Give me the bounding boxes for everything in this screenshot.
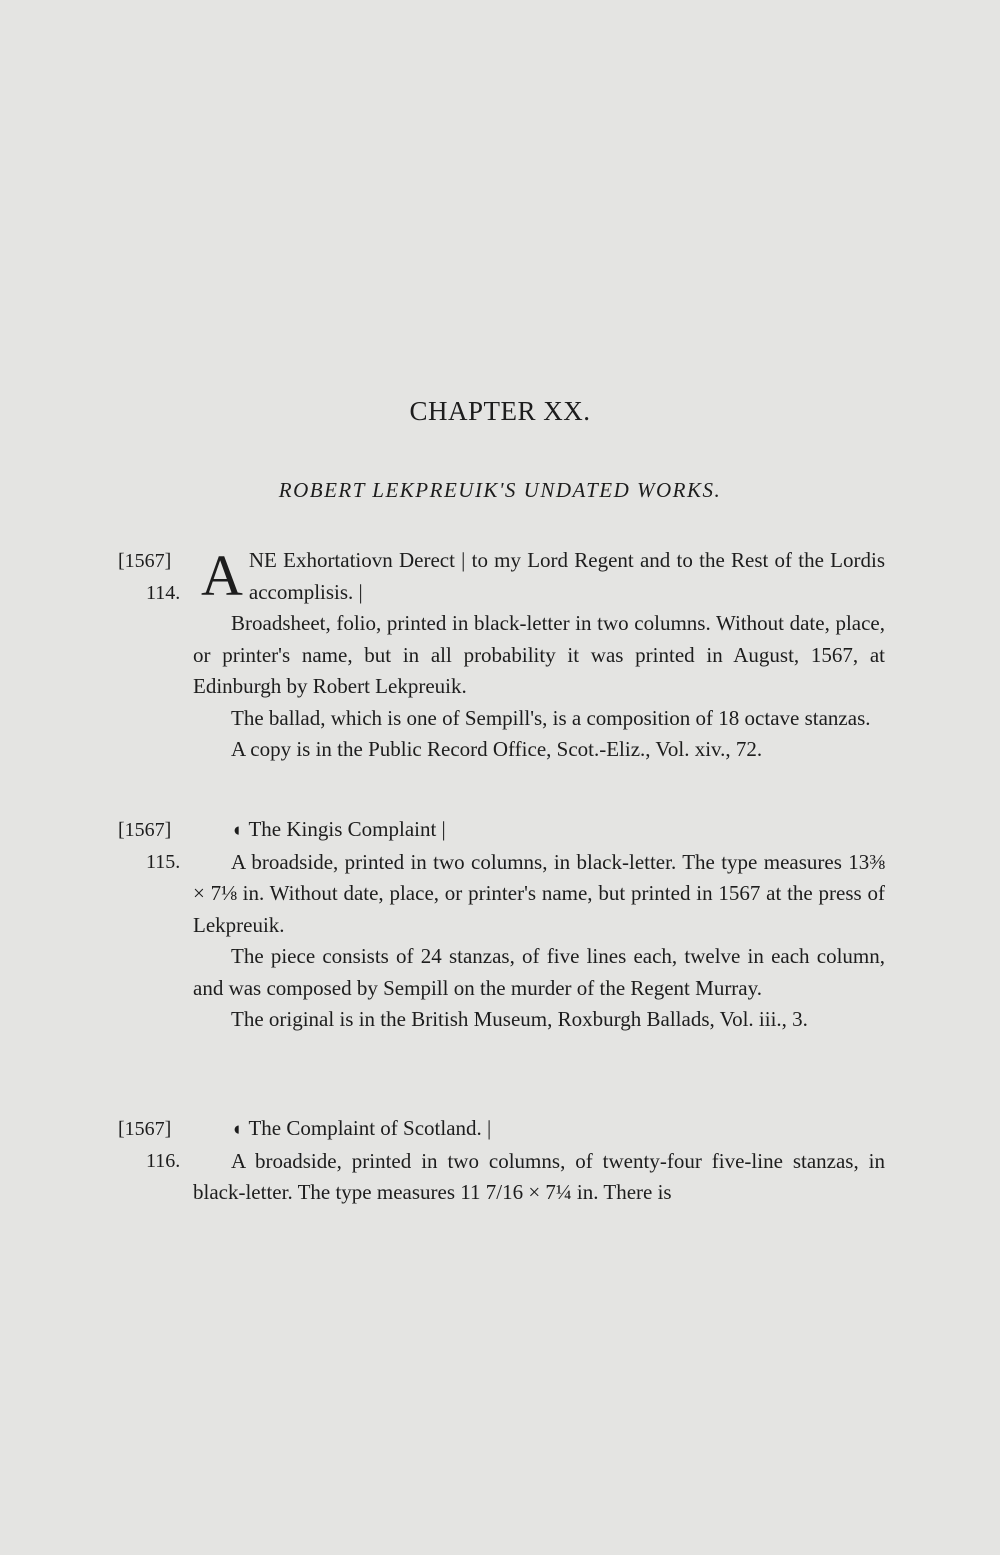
entry-year: [1567] [118, 550, 172, 572]
entry-body [193, 1113, 885, 1209]
entry-title-text: The Complaint of Scotland. | [248, 1116, 492, 1140]
entry-title [193, 1113, 885, 1146]
entry-body [193, 814, 885, 1036]
entry-title [193, 814, 885, 847]
entry-title-text: NE Exhortatiovn Derect | to my Lord Regent and to the Rest of the Lordis accomplisis. | [248, 548, 885, 604]
entry-number: 116. [146, 1150, 181, 1172]
entry-number: 114. [146, 582, 181, 604]
entry-body [193, 545, 885, 766]
entry-title-text: The Kingis Complaint | [248, 817, 446, 841]
entry-paragraph: Broadsheet, folio, printed in black-letter in two columns. Without date, place, or printer's name, but in all probability it was printed in August, 1567, at Edinburgh by Robert Lekpreuik. [193, 611, 885, 698]
paragraph-mark-icon: ◖ [231, 1119, 243, 1140]
entry-number: 115. [146, 851, 181, 873]
entry-paragraph: The ballad, which is one of Sempill's, is a composition of 18 octave stanzas. [231, 705, 871, 730]
drop-cap: A [201, 543, 243, 608]
chapter-subtitle: ROBERT LEKPREUIK'S UNDATED WORKS. [278, 478, 722, 502]
paragraph-mark-icon: ◖ [231, 820, 243, 841]
entry-paragraph: The original is in the British Museum, Roxburgh Ballads, Vol. iii., 3. [231, 1007, 808, 1031]
entry-paragraph: A copy is in the Public Record Office, Scot.-Eliz., Vol. xiv., 72. [231, 737, 763, 761]
entry-year: [1567] [118, 1118, 172, 1140]
chapter-title: CHAPTER XX. [409, 396, 591, 426]
entry-title [193, 545, 885, 608]
entry-paragraph: The piece consists of 24 stanzas, of five lines each, twelve in each column, and was composed by Sempill on the murder of the Regent Murray. [193, 944, 885, 1000]
entry-paragraph: A broadside, printed in two columns, in black-letter. The type measures 13⅜ × 7⅛ in. Without date, place, or printer's name, but printed in 1567 at the press of Lekpreuik. [193, 849, 885, 937]
entry-year: [1567] [118, 819, 172, 841]
entry-paragraph: A broadside, printed in two columns, of twenty-four five-line stanzas, in black-letter. The type measures 11 7/16 × 7¼ in. There is [193, 1148, 885, 1204]
